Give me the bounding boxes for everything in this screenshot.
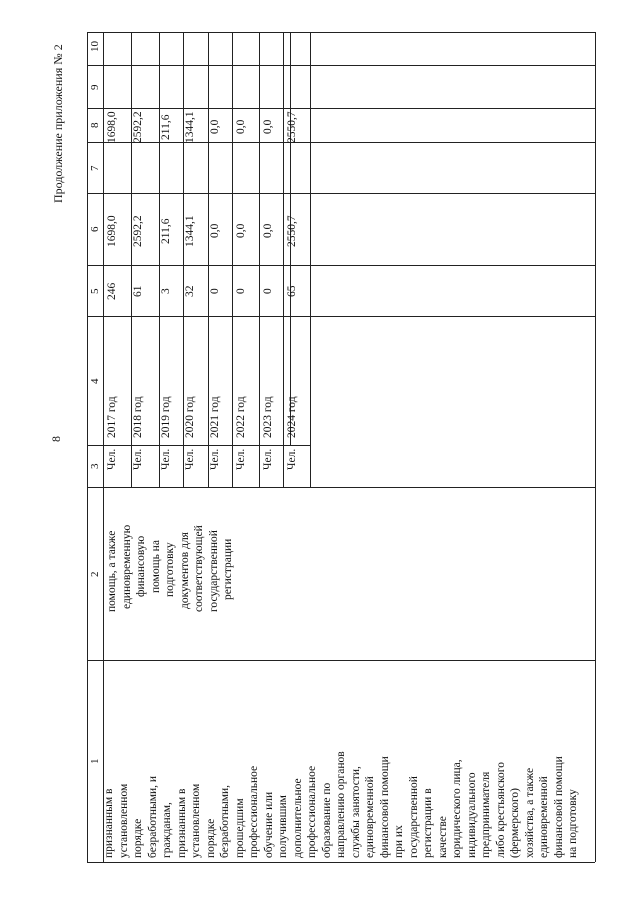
col1-line: обучение или [262, 791, 275, 858]
col3-line: единовременную [120, 524, 133, 609]
col-line [87, 193, 595, 194]
table-border-bottom [87, 862, 595, 863]
col1-line: дополнительное [291, 778, 304, 858]
cell-year: 2023 год [262, 396, 274, 438]
col1-line: (фермерского) [509, 788, 521, 858]
cell-unit: Чел. [286, 448, 298, 470]
cell-year: 2024 год [286, 396, 298, 438]
col1-line: порядке [132, 818, 144, 858]
cell-c6: 0 [209, 288, 221, 295]
col1-line: признанным в [175, 788, 188, 858]
continuation-caption: Продолжение приложения № 2 [51, 44, 65, 203]
header-col-7: 7 [89, 165, 101, 171]
col3-line: соответствующей [193, 525, 205, 612]
col1-line: гражданам, [161, 802, 173, 858]
cell-c7: 211,6 [160, 218, 172, 245]
col1-line: на подготовку [567, 789, 579, 858]
row-line-6 [259, 32, 260, 487]
row-line-5 [232, 32, 233, 487]
cell-c9: 2550,7 [286, 111, 298, 144]
row-line-7 [283, 32, 284, 487]
cell-c9: 0,0 [209, 119, 221, 135]
header-col-3: 3 [89, 463, 101, 469]
col3-line: помощь на [149, 540, 162, 594]
cell-c6: 0 [235, 288, 247, 295]
col-line [87, 108, 595, 109]
col1-line: финансовой помощи [378, 756, 391, 858]
col-line [87, 445, 310, 446]
cell-unit: Чел. [160, 448, 172, 470]
cell-year: 2021 год [209, 396, 221, 438]
table-border-left [87, 32, 88, 862]
col1-line: установленном [117, 783, 130, 858]
cell-c7: 1698,0 [106, 215, 118, 248]
col1-line: службы занятости, [349, 766, 362, 858]
cell-c9: 2592,2 [132, 111, 144, 144]
header-col-8: 8 [89, 122, 101, 128]
header-stripe-line [103, 32, 104, 862]
col1-line: профессиональное [248, 765, 260, 858]
col-line [87, 265, 595, 266]
cell-c6: 0 [262, 288, 274, 295]
cell-c7: 0,0 [209, 223, 221, 239]
cell-c7: 2550,7 [286, 215, 298, 248]
col1-line: государственной [407, 776, 420, 858]
row-line-8 [310, 32, 311, 487]
col3-line: государственной [207, 529, 220, 612]
col1-line: либо крестьянского [494, 762, 507, 858]
col3-line: документов для [178, 531, 191, 609]
col1-line: установленном [190, 783, 202, 858]
header-col-5: 5 [89, 288, 101, 294]
cell-unit: Чел. [262, 448, 274, 470]
col1-line: юридического лица, [451, 759, 463, 858]
col1-line: безработными, и [146, 775, 159, 858]
cell-c6: 3 [160, 288, 172, 295]
table-border-right [595, 32, 596, 862]
cell-c6: 65 [286, 285, 298, 298]
col-line [87, 316, 595, 317]
cell-c7: 2592,2 [132, 215, 144, 248]
header-col-1: 1 [89, 758, 101, 764]
col1-line: признанным в [103, 788, 115, 858]
col-line-2-3 [87, 487, 595, 488]
col1-line: порядке [204, 818, 217, 858]
cell-c7: 0,0 [235, 223, 247, 239]
col1-line: направлению органов [335, 751, 347, 858]
cell-c9: 1344,1 [184, 111, 196, 144]
col1-line: получившим [277, 795, 289, 858]
col1-line: предпринимателя [480, 771, 492, 858]
col-line [87, 65, 595, 66]
cell-c6: 32 [184, 285, 196, 298]
col3-line: регистрации [222, 538, 234, 600]
col1-line: качестве [436, 816, 449, 858]
header-col-6: 6 [89, 226, 101, 232]
col-line [87, 142, 595, 143]
col1-line: хозяйства, а также [523, 767, 536, 858]
header-col-2: 2 [89, 571, 101, 577]
cell-unit: Чел. [235, 448, 247, 470]
col3-line: подготовку [164, 541, 176, 597]
col1-line: единовременной [364, 776, 376, 858]
cell-c6: 61 [132, 285, 144, 298]
cell-c9: 0,0 [262, 119, 274, 135]
header-col-10: 10 [89, 40, 101, 52]
cell-year: 2022 год [235, 396, 247, 438]
col3-line: финансовую [135, 535, 147, 597]
cell-year: 2018 год [132, 396, 144, 438]
col1-line: индивидуального [465, 772, 478, 858]
cell-unit: Чел. [184, 448, 196, 470]
col1-line: образование по [320, 782, 333, 858]
cell-c7: 0,0 [262, 223, 274, 239]
cell-c9: 211,6 [160, 114, 172, 141]
cell-year: 2017 год [106, 396, 118, 438]
cell-unit: Чел. [209, 448, 221, 470]
header-col-9: 9 [89, 84, 101, 90]
cell-c9: 0,0 [235, 119, 247, 135]
col1-line: профессиональное [306, 765, 318, 858]
cell-c6: 246 [106, 282, 118, 301]
col1-line: регистрации в [422, 788, 434, 858]
col3-line: помощь, а также [106, 530, 118, 612]
page-number: 8 [49, 436, 63, 442]
col1-line: безработными, [219, 784, 231, 858]
cell-c9: 1698,0 [106, 111, 118, 144]
cell-year: 2020 год [184, 396, 196, 438]
col1-line: прошедшим [233, 798, 246, 858]
col-line-1-2 [87, 660, 595, 661]
cell-year: 2019 год [160, 396, 172, 438]
table-border-top [87, 32, 595, 33]
col1-line: при их [393, 825, 405, 858]
col1-line: финансовой помощи [552, 756, 565, 858]
header-col-4: 4 [89, 378, 101, 384]
cell-unit: Чел. [132, 448, 144, 470]
cell-c7: 1344,1 [184, 215, 196, 248]
col1-line: единовременной [538, 776, 550, 858]
cell-unit: Чел. [106, 448, 118, 470]
